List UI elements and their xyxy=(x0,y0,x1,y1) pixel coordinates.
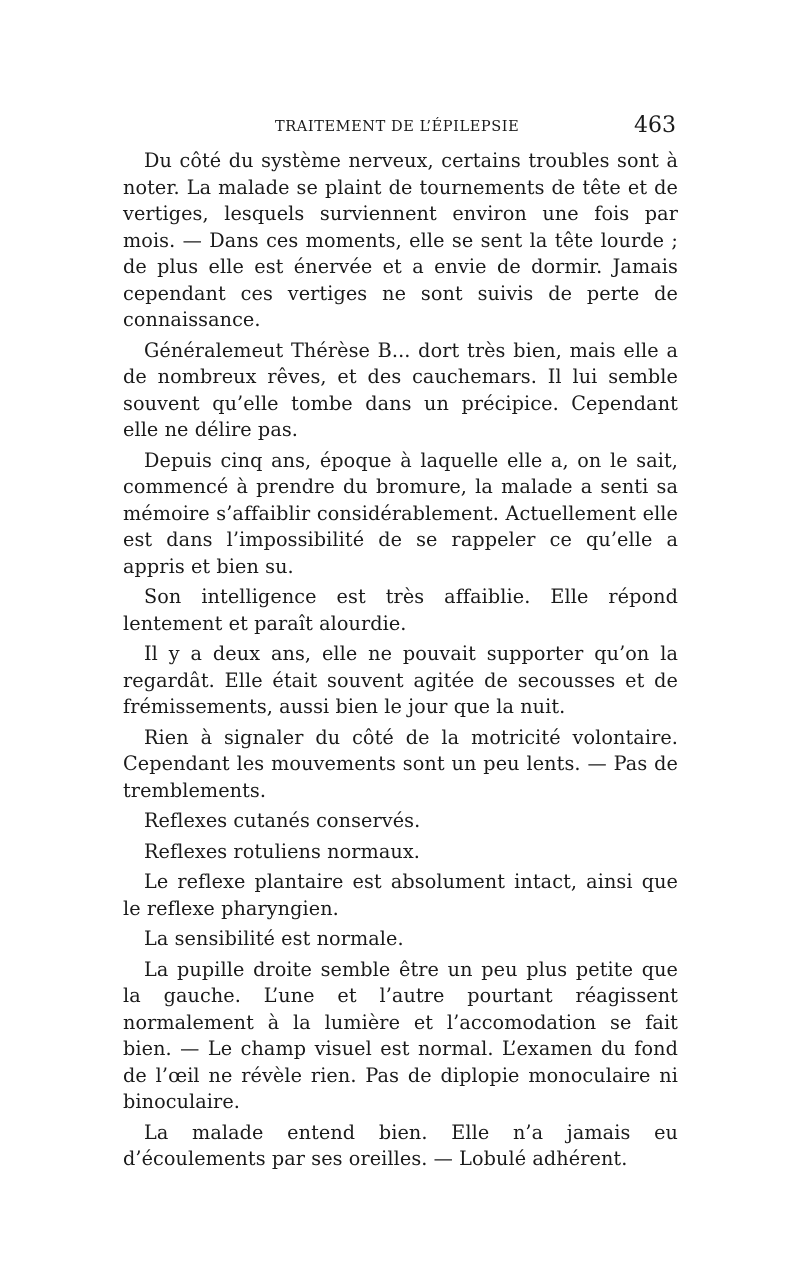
page-number: 463 xyxy=(634,113,676,138)
paragraph: Du côté du système nerveux, certains troubles sont à noter. La malade se plaint de tournements de tête et de vertiges, lesquels surviennent environ une fois par mois. — Dans ces moments, elle se sent la tête lourde ; de plus elle est énervée et a envie de dormir. Jamais cependant ces vertiges ne sont suivis de perte de connaissance. xyxy=(123,149,678,331)
paragraph: La malade entend bien. Elle n’a jamais eu d’écoulements par ses oreilles. — Lobulé adhérent. xyxy=(123,1120,678,1170)
paragraph: Rien à signaler du côté de la motricité volontaire. Cependant les mouvements sont un peu lents. — Pas de tremblements. xyxy=(123,725,678,802)
paragraph: Reflexes cutanés conservés. xyxy=(144,809,421,832)
paragraph: Reflexes rotuliens normaux. xyxy=(144,839,420,863)
page-header xyxy=(123,113,678,141)
running-title: TRAITEMENT DE L’ÉPILEPSIE xyxy=(275,119,520,135)
paragraph: Généralemeut Thérèse B... dort très bien, mais elle a de nombreux rêves, et des cauchemars. Il lui semble souvent qu’elle tombe dans un précipice. Cependant elle ne délire pas. xyxy=(123,338,678,441)
paragraph: La pupille droite semble être un peu plus petite que la gauche. L’une et l’autre pourtant réagissent normalement à la lumière et l’accomodation se fait bien. — Le champ visuel est normal. L’examen du fond de l’œil ne révèle rien. Pas de diplopie monoculaire ni binoculaire. xyxy=(123,957,678,1113)
paragraph: Le reflexe plantaire est absolument intact, ainsi que le reflexe pharyngien. xyxy=(123,870,678,920)
paragraph: Depuis cinq ans, époque à laquelle elle a, on le sait, commencé à prendre du bromure, la malade a senti sa mémoire s’affaiblir considérablement. Actuellement elle est dans l’impossibilité de se rappeler ce qu’elle a appris et bien su. xyxy=(123,448,678,578)
paragraph: La sensibilité est normale. xyxy=(144,927,404,950)
paragraph: Son intelligence est très affaiblie. Elle répond lentement et paraît alourdie. xyxy=(123,585,678,635)
page-body xyxy=(123,148,678,1177)
paragraph: Il y a deux ans, elle ne pouvait supporter qu’on la regardât. Elle était souvent agitée de secousses et de frémissements, aussi bien le jour que la nuit. xyxy=(123,642,678,718)
